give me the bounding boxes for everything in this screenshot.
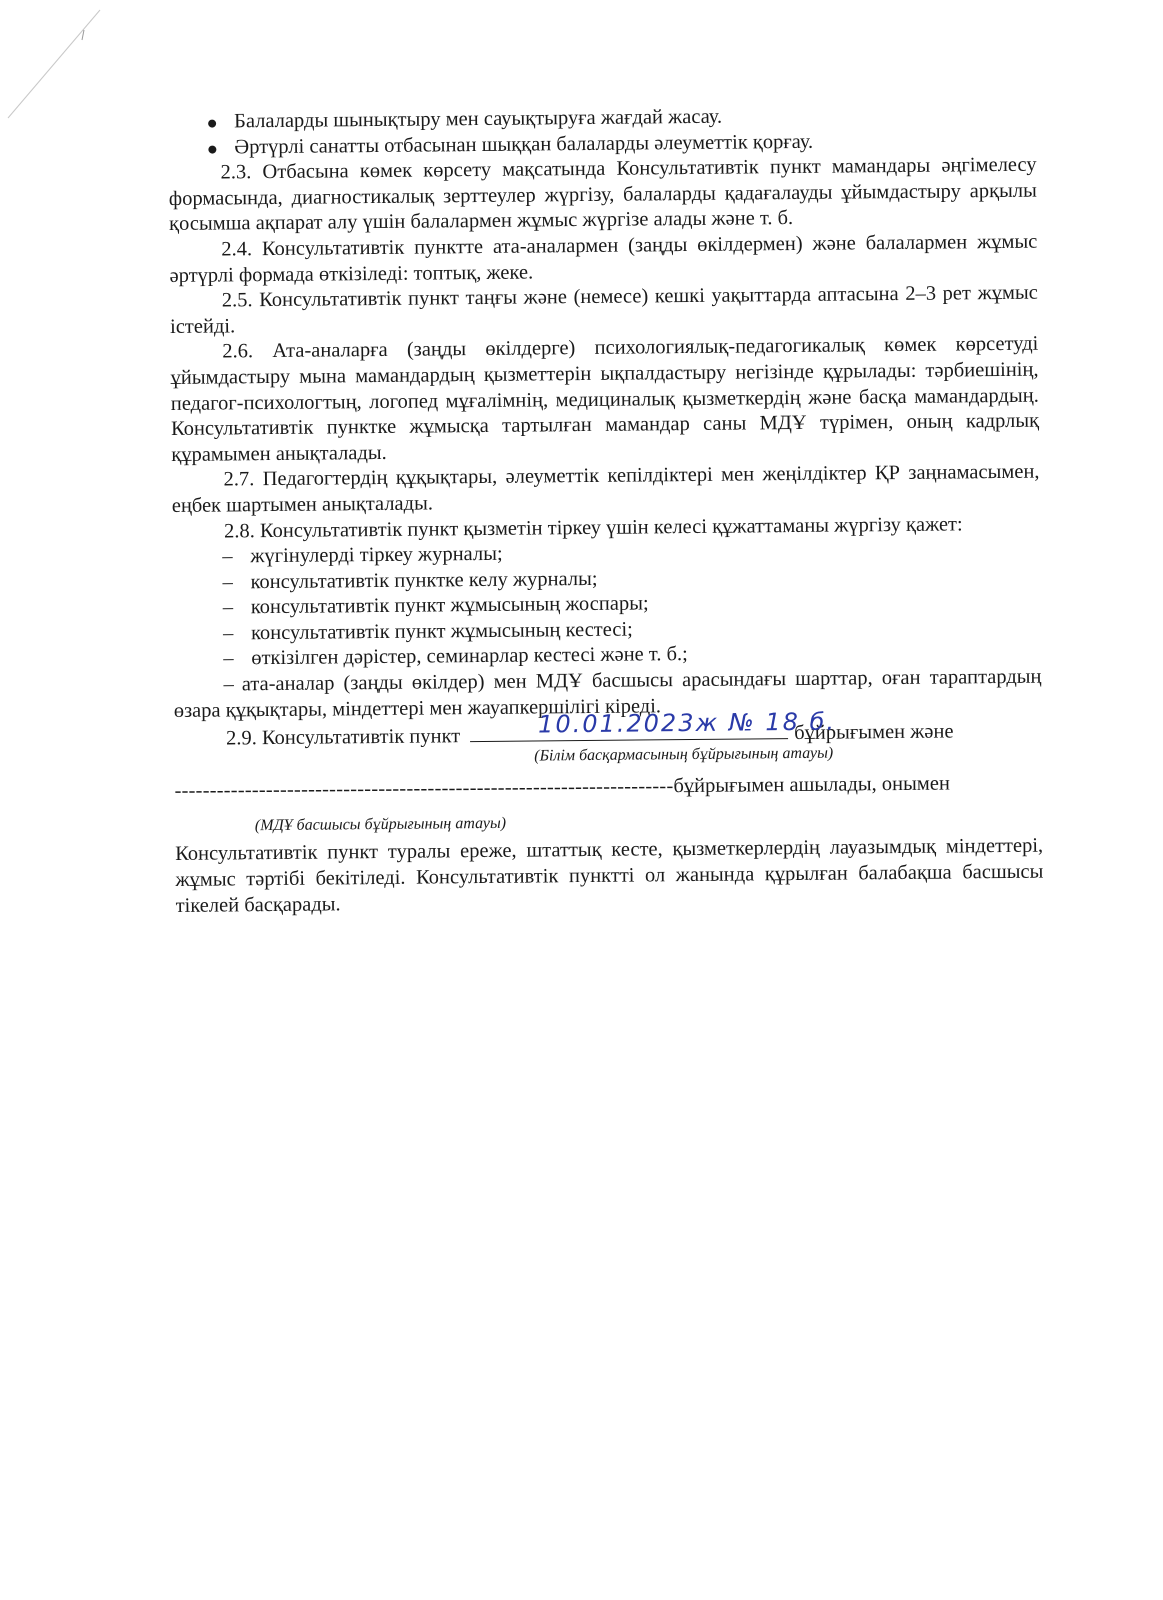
closing-paragraph: Консультативтік пункт туралы ереже, штаттық кесте, қызметкерлердің лауазымдық міндеттері, жұмыс тәртібі бекітіледі. Консультативтік пунктті ол жанында құрылған балабақша басшысы тікелей басқарады. — [175, 835, 1044, 917]
paragraph-2-3: 2.3. Отбасына көмек көрсету мақсатында Консультативтік пункт мамандары әңгімелесу формасында, диагностикалық зерттеулер жүргізу, балаларды қадағалауды ұйымдастыру арқылы қосымша ақпарат алу үшін балалармен жұмыс жүргізе алады және т. б. — [168, 153, 1037, 236]
paragraph-2-4: 2.4. Консультативтік пунктте ата-аналармен (заңды өкілдермен) және балалармен жұмыс әртүрлі формада өткізіледі: топтық, жеке. — [169, 230, 1038, 287]
paragraph-2-9-start: 2.9. Консультативтік пункт — [225, 725, 461, 750]
list-item-text: ата-аналар (заңды өкілдер) мен МДҰ басшысы арасындағы шарттар, оған тараптардың өзара құқықтары, міндеттері мен жауапкершілігі кіреді. — [173, 665, 1042, 722]
scan-fold-mark — [0, 0, 120, 140]
list-item-text: жүгінулерді тіркеу журналы; — [250, 542, 503, 568]
order-fill-line — [470, 707, 837, 742]
paragraph-2-7: 2.7. Педагогтердің құқықтары, әлеуметтік кепілдіктері мен жеңілдіктер ҚР заңнамасымен, еңбек шартымен анықталады. — [171, 460, 1040, 517]
bullet-text: Балаларды шынықтыру мен сауықтыруға жағдай жасау. — [234, 105, 723, 133]
list-item-text: өткізілген дәрістер, семинарлар кестесі және т. б.; — [251, 643, 688, 670]
blank-dash-line — [174, 770, 1042, 804]
document-body — [168, 102, 1044, 920]
list-dash: – — [222, 622, 234, 645]
list-item-text: консультативтік пунктке келу журналы; — [250, 567, 598, 593]
paragraph-2-5: 2.5. Консультативтік пункт таңғы және (немесе) кешкі уақыттарда аптасына 2–3 рет жұмыс істейді. — [169, 281, 1038, 338]
list-dash: – — [223, 647, 234, 670]
bullet-dot-icon — [208, 120, 216, 128]
bullet-text: Әртүрлі санатты отбасынан шыққан балаларды әлеуметтік қорғау. — [234, 130, 814, 158]
paragraph-2-9-end: бұйрығымен және — [794, 720, 954, 745]
blank-dash-fill: ----------------------------------------------------------------------- — [174, 775, 674, 802]
list-item-text: консультативтік пункт жұмысының кестесі; — [250, 618, 633, 645]
field-caption: (Білім басқармасының бұйрығының атауы) — [534, 744, 834, 765]
field-caption: (МДҰ басшысы бұйрығының атауы) — [254, 815, 507, 835]
paragraph-2-6: 2.6. Ата-аналарға (заңды өкілдерге) психологиялық-педагогикалық көмек көрсетуді ұйымдастыру мына мамандардың қызметтерін ықпалдастыру негізінде құрылады: тәрбиешінің, педагог-психологтың, логопед мұғалімнің, медициналық қызметкердің және басқа мамандардың. Консультативтік пунктке жұмысқа тартылған мамандар саны МДҰ түрімен, оның кадрлық құрамымен анықталады. — [170, 333, 1040, 466]
bullet-dot-icon — [208, 145, 216, 153]
list-dash: – — [222, 545, 233, 568]
list-dash: – — [222, 596, 234, 619]
paragraph-2-8: 2.8. Консультативтік пункт қызметін тіркеу үшін келесі құжаттаманы жүргізу қажет: — [223, 512, 963, 542]
list-dash: – — [222, 571, 233, 594]
blank-dash-text: бұйрығымен ашылады, онымен — [673, 772, 951, 798]
handwritten-order-number: 10.01.2023ж № 18 б. — [537, 707, 837, 739]
list-item-text: консультативтік пункт жұмысының жоспары; — [250, 592, 649, 619]
list-dash: – — [223, 673, 234, 696]
